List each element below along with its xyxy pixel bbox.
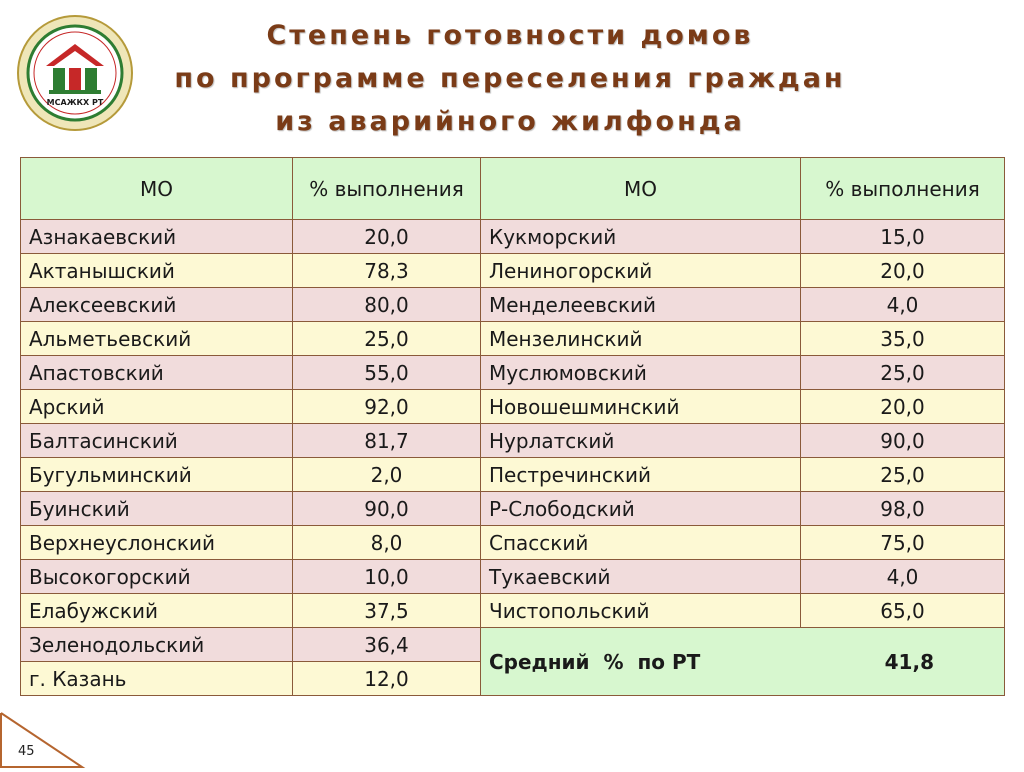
table-row <box>21 594 1005 628</box>
percent-cell: 25,0 <box>801 356 1005 390</box>
mo-name-cell: Алексеевский <box>21 288 293 322</box>
percent-cell: 65,0 <box>801 594 1005 628</box>
mo-name-cell: Чистопольский <box>481 594 801 628</box>
mo-name-cell: Бугульминский <box>21 458 293 492</box>
percent-cell: 80,0 <box>293 288 481 322</box>
page-corner-icon <box>0 712 90 768</box>
table-row <box>21 526 1005 560</box>
header-mo-left: МО <box>21 158 293 220</box>
percent-cell: 90,0 <box>801 424 1005 458</box>
table-row <box>21 288 1005 322</box>
percent-cell: 8,0 <box>293 526 481 560</box>
title-line-1: Степень готовности домов <box>266 20 754 51</box>
mo-name-cell: Зеленодольский <box>21 628 293 662</box>
mo-name-cell: Апастовский <box>21 356 293 390</box>
percent-cell: 25,0 <box>293 322 481 356</box>
percent-cell: 55,0 <box>293 356 481 390</box>
readiness-table <box>20 157 1005 696</box>
title-line-2: по программе переселения граждан <box>174 63 846 94</box>
mo-name-cell: Муслюмовский <box>481 356 801 390</box>
average-cell <box>481 628 1005 696</box>
table-row <box>21 628 1005 662</box>
mo-name-cell: Спасский <box>481 526 801 560</box>
mo-name-cell: г. Казань <box>21 662 293 696</box>
percent-cell: 78,3 <box>293 254 481 288</box>
percent-cell: 37,5 <box>293 594 481 628</box>
header-percent-left: % выполнения <box>293 158 481 220</box>
header-percent-right: % выполнения <box>801 158 1005 220</box>
table-row <box>21 254 1005 288</box>
percent-cell: 4,0 <box>801 288 1005 322</box>
mo-name-cell: Азнакаевский <box>21 220 293 254</box>
table-row <box>21 220 1005 254</box>
table-row <box>21 492 1005 526</box>
average-value: 41,8 <box>884 649 934 674</box>
percent-cell: 35,0 <box>801 322 1005 356</box>
percent-cell: 81,7 <box>293 424 481 458</box>
percent-cell: 20,0 <box>801 390 1005 424</box>
mo-name-cell: Балтасинский <box>21 424 293 458</box>
table-row <box>21 356 1005 390</box>
mo-name-cell: Кукморский <box>481 220 801 254</box>
mo-name-cell: Тукаевский <box>481 560 801 594</box>
percent-cell: 2,0 <box>293 458 481 492</box>
mo-name-cell: Менделеевский <box>481 288 801 322</box>
page-number-marker <box>0 712 90 768</box>
mo-name-cell: Нурлатский <box>481 424 801 458</box>
table-row <box>21 560 1005 594</box>
mo-name-cell: Лениногорский <box>481 254 801 288</box>
table-row <box>21 458 1005 492</box>
mo-name-cell: Елабужский <box>21 594 293 628</box>
table-row <box>21 424 1005 458</box>
mo-name-cell: Р-Слободский <box>481 492 801 526</box>
percent-cell: 98,0 <box>801 492 1005 526</box>
percent-cell: 10,0 <box>293 560 481 594</box>
ministry-logo <box>16 14 134 132</box>
percent-cell: 4,0 <box>801 560 1005 594</box>
percent-cell: 20,0 <box>801 254 1005 288</box>
mo-name-cell: Буинский <box>21 492 293 526</box>
mo-name-cell: Арский <box>21 390 293 424</box>
logo-text: МСАЖКХ РТ <box>46 98 104 107</box>
percent-cell: 20,0 <box>293 220 481 254</box>
table-header-row <box>21 158 1005 220</box>
percent-cell: 15,0 <box>801 220 1005 254</box>
percent-cell: 36,4 <box>293 628 481 662</box>
percent-cell: 25,0 <box>801 458 1005 492</box>
mo-name-cell: Высокогорский <box>21 560 293 594</box>
mo-name-cell: Альметьевский <box>21 322 293 356</box>
mo-name-cell: Новошешминский <box>481 390 801 424</box>
mo-name-cell: Пестречинский <box>481 458 801 492</box>
percent-cell: 12,0 <box>293 662 481 696</box>
title-line-3: из аварийного жилфонда <box>275 106 745 137</box>
mo-name-cell: Верхнеуслонский <box>21 526 293 560</box>
average-label: Средний % по РТ <box>489 649 701 674</box>
table-row <box>21 390 1005 424</box>
mo-name-cell: Мензелинский <box>481 322 801 356</box>
page-number: 45 <box>18 744 35 759</box>
slide-title <box>160 14 860 143</box>
header-mo-right: МО <box>481 158 801 220</box>
mo-name-cell: Актанышский <box>21 254 293 288</box>
percent-cell: 90,0 <box>293 492 481 526</box>
percent-cell: 92,0 <box>293 390 481 424</box>
percent-cell: 75,0 <box>801 526 1005 560</box>
table-row <box>21 322 1005 356</box>
